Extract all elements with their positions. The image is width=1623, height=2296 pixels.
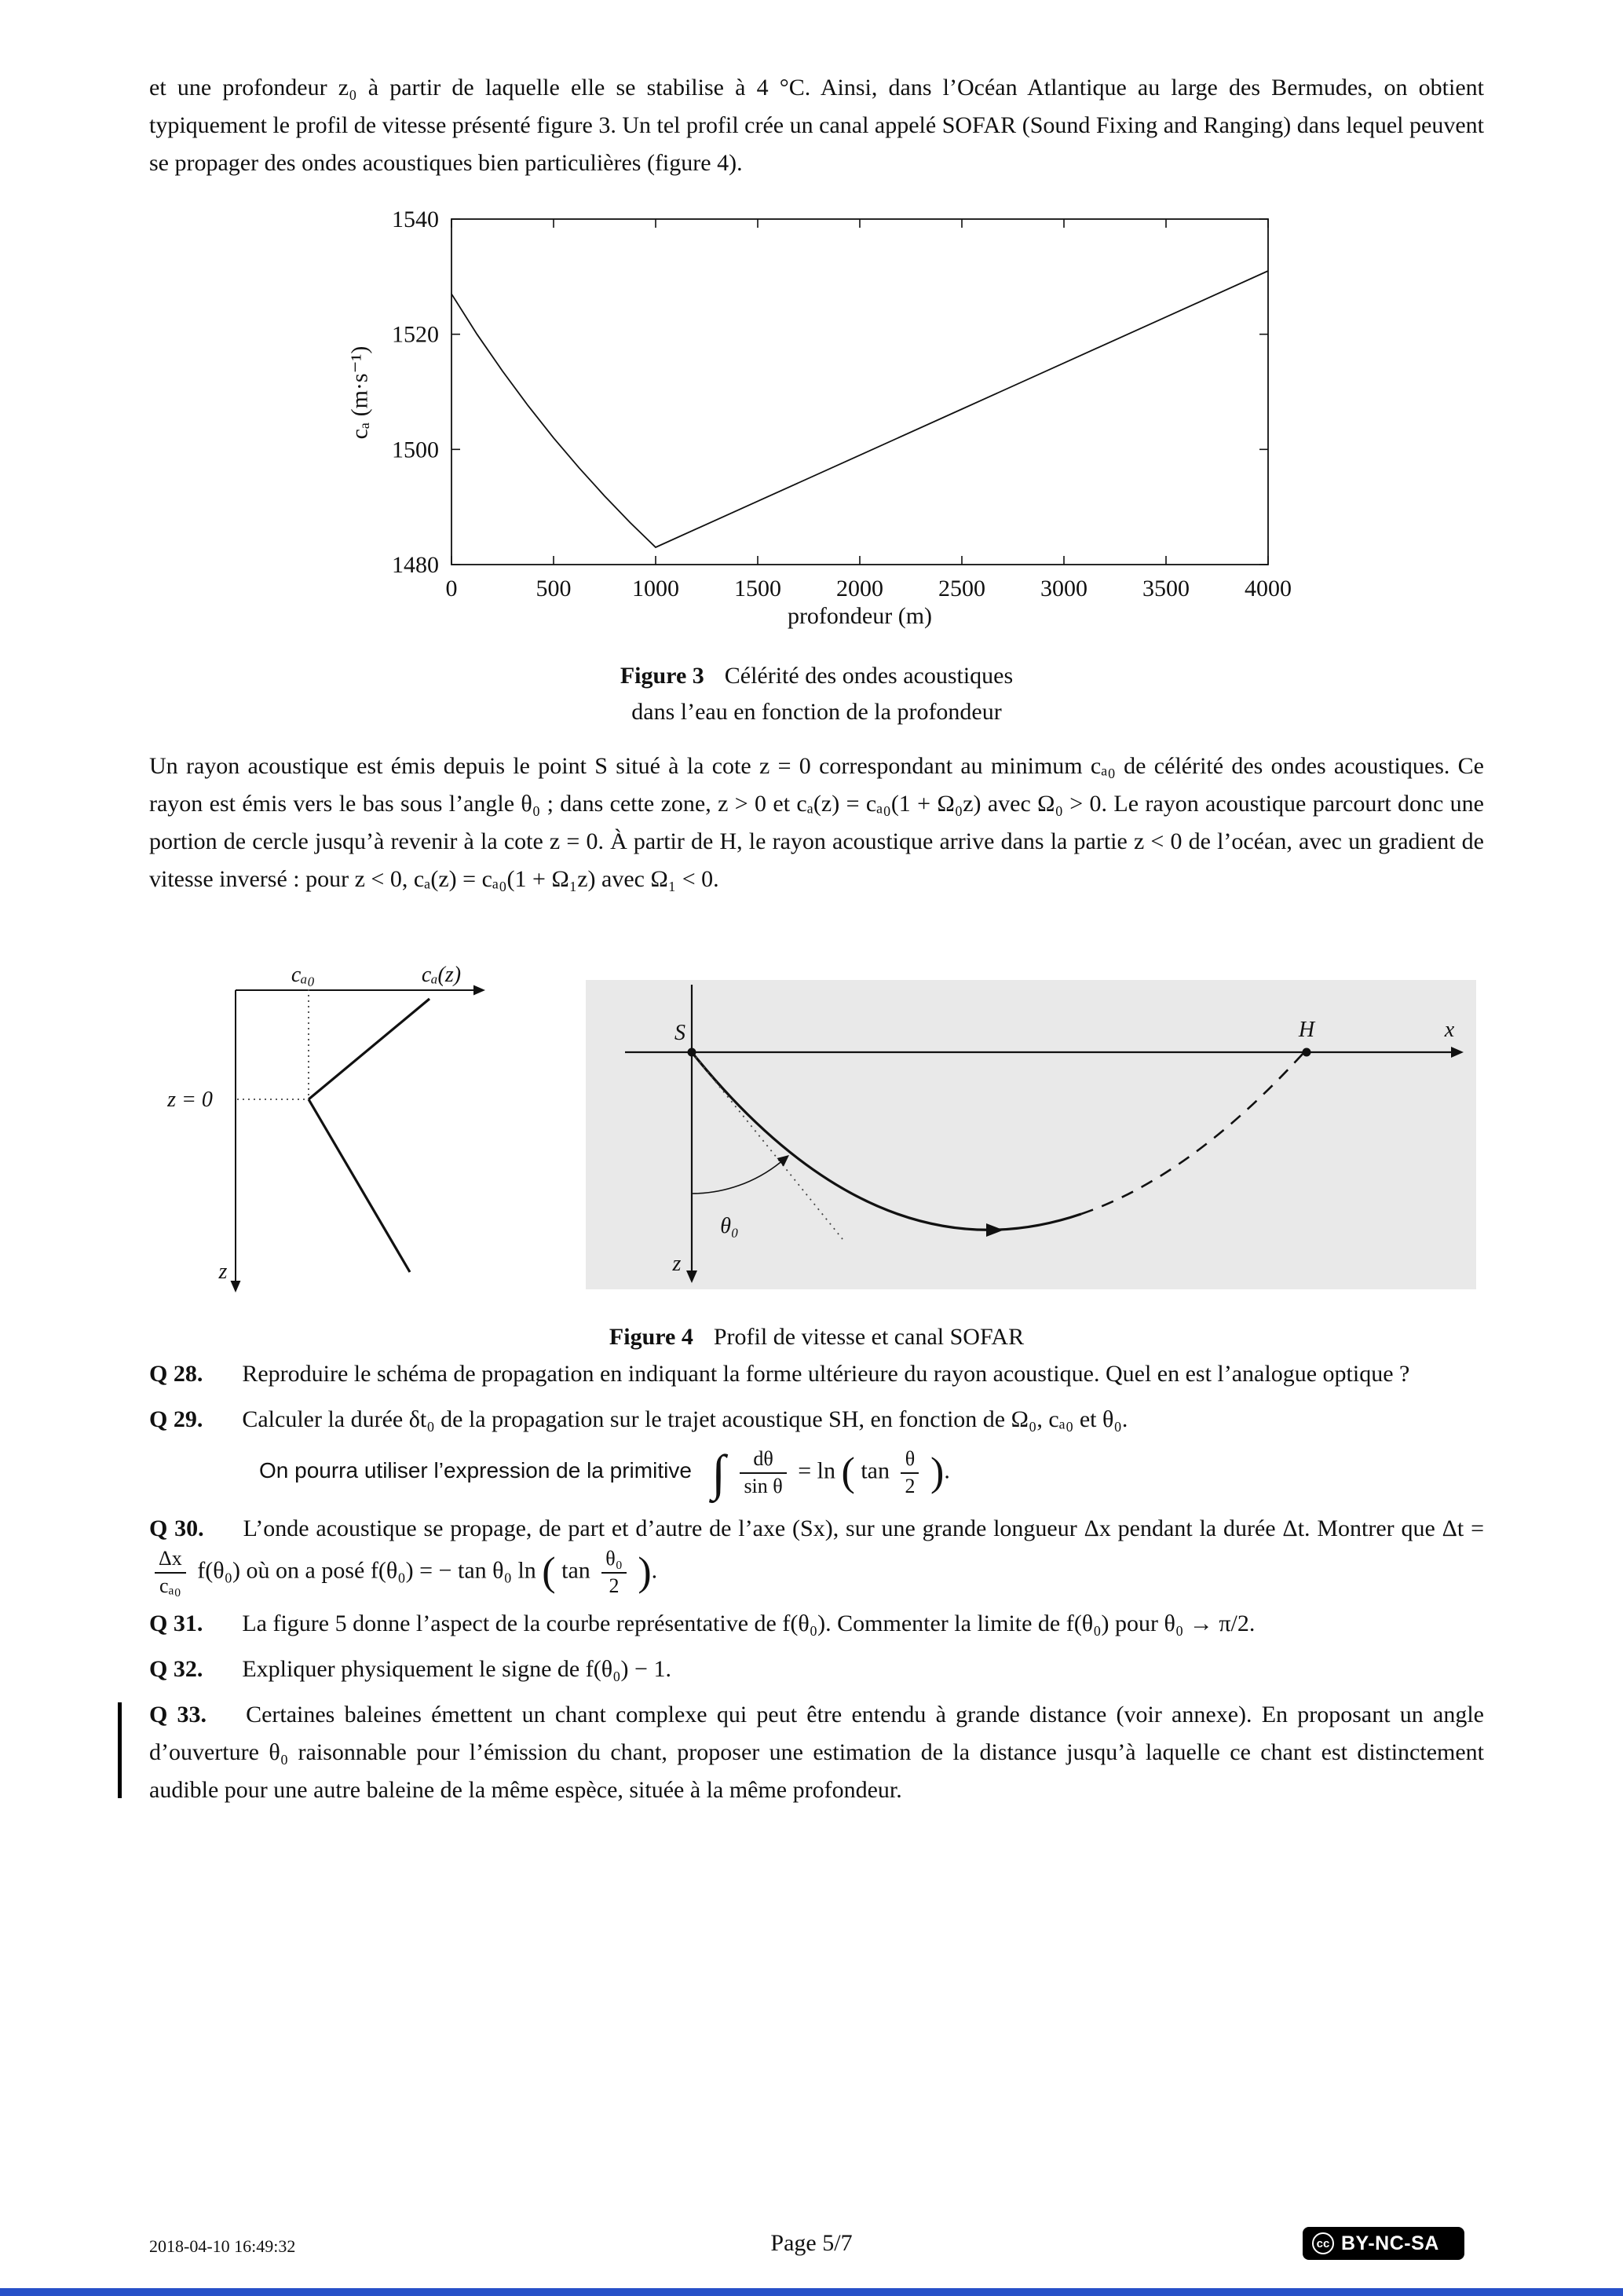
q29-hint-fraction — [740, 1448, 786, 1497]
q31-number: Q 31. — [149, 1610, 203, 1637]
y-tick-label: 1520 — [392, 321, 439, 348]
velocity-profile-diagram — [149, 964, 518, 1306]
ca0-label: cₐ₀ — [291, 964, 316, 987]
q30-fraction2 — [601, 1548, 627, 1597]
x-tick-label: 3500 — [1142, 576, 1190, 601]
footer-timestamp: 2018-04-10 16:49:32 — [149, 2236, 296, 2256]
fraction-numerator: θ₀ — [605, 1547, 623, 1570]
profile-lower-segment — [309, 1099, 410, 1272]
x-tick-label: 1000 — [632, 576, 679, 601]
z-equals-0-label: z = 0 — [167, 1088, 213, 1112]
ocean-background — [586, 980, 1476, 1289]
q32-text: Expliquer physiquement le signe de f(θ₀) − 1. — [242, 1656, 671, 1683]
profile-upper-segment — [309, 999, 430, 1099]
open-paren: ( — [542, 1549, 556, 1595]
x-tick-label: 3000 — [1040, 576, 1087, 601]
figure3-caption-label: Figure 3 — [620, 663, 704, 689]
fraction-denominator: sin θ — [740, 1472, 786, 1498]
q31-text: La figure 5 donne l’aspect de la courbe représentative de f(θ₀). Commenter la limite de f(θ₀) pour θ₀ → π/2. — [242, 1610, 1256, 1637]
close-paren: ) — [930, 1450, 945, 1495]
x-label: x — [1444, 1018, 1455, 1042]
q30-tan: tan — [561, 1557, 590, 1584]
question-q28 — [149, 1355, 1484, 1393]
x-tick-label: 1500 — [734, 576, 781, 601]
figure4-caption-text: Profil de vitesse et canal SOFAR — [713, 1324, 1025, 1350]
q29-number: Q 29. — [149, 1406, 203, 1432]
fraction-denominator: cₐ₀ — [155, 1572, 186, 1598]
fraction-numerator: dθ — [753, 1447, 773, 1470]
q30-number: Q 30. — [149, 1515, 204, 1542]
chart-y-axis-label: cₐ (m·s⁻¹) — [346, 345, 373, 440]
x-tick-label: 4000 — [1245, 576, 1292, 601]
y-tick-label: 1480 — [392, 552, 439, 578]
questions-section — [149, 1355, 1484, 1817]
page-number: Page 5/7 — [770, 2230, 853, 2256]
q30-text2: f(θ₀) où on a posé f(θ₀) = − tan θ₀ ln — [197, 1557, 536, 1584]
point-S-dot — [688, 1048, 696, 1057]
sofar-ray-diagram — [586, 980, 1476, 1289]
q29-text: Calculer la durée δt₀ de la propagation sur le trajet acoustique SH, en fonction de Ω₀, cₐ₀ et θ₀. — [242, 1406, 1128, 1432]
point-H-dot — [1303, 1048, 1311, 1057]
figure4-caption — [149, 1319, 1484, 1355]
H-label: H — [1298, 1018, 1315, 1042]
intro-paragraph: et une profondeur z₀ à partir de laquelle elle se stabilise à 4 °C. Ainsi, dans l’Océan Atlantique au large des Bermudes, on obtient typiquement le profil de vitesse présenté figure 3. Un tel profil crée un canal appelé SOFAR (Sound Fixing and Ranging) dans lequel peuvent se propager des ondes acoustiques bien particulières (figure 4). — [149, 75, 1484, 176]
question-q29 — [149, 1401, 1484, 1439]
q29-hint — [259, 1444, 1484, 1501]
figure3-caption-text: Célérité des ondes acoustiques — [724, 663, 1014, 689]
chart-curve — [451, 271, 1268, 547]
question-q31 — [149, 1605, 1484, 1643]
figure3-caption-line2: dans l’eau en fonction de la profondeur — [631, 699, 1002, 725]
S-label: S — [674, 1021, 685, 1045]
q30-fraction1 — [155, 1548, 186, 1597]
close-paren: ) — [638, 1549, 652, 1595]
q29-hint-period: . — [944, 1457, 950, 1484]
x-tick-label: 500 — [536, 576, 572, 601]
chart-x-axis-label: profondeur (m) — [787, 603, 933, 629]
q29-hint-prefix: On pourra utiliser l’expression de la primitive — [259, 1458, 692, 1483]
velocity-chart — [334, 208, 1307, 648]
question-q30 — [149, 1510, 1484, 1597]
plot-frame — [451, 219, 1268, 565]
y-tick-label: 1500 — [392, 437, 439, 463]
caz-label: cₐ(z) — [421, 964, 462, 987]
q32-number: Q 32. — [149, 1656, 203, 1683]
z-label: z — [672, 1252, 682, 1276]
figure4-caption-label: Figure 4 — [609, 1324, 693, 1350]
q30-text1: L’onde acoustique se propage, de part et d’autre de l’axe (Sx), sur une grande longueur Δx pendant la durée Δt. Montrer que Δt = — [243, 1515, 1484, 1542]
ca-axis-arrow-icon — [473, 985, 485, 996]
x-tick-label: 0 — [445, 576, 458, 601]
figure3-caption-line1 — [149, 658, 1484, 694]
question-q32 — [149, 1651, 1484, 1688]
cc-icon: cc — [1312, 2232, 1334, 2254]
fraction-numerator: Δx — [159, 1547, 182, 1570]
description-paragraph: Un rayon acoustique est émis depuis le point S situé à la cote z = 0 correspondant au minimum cₐ₀ de célérité des ondes acoustiques. Ce rayon est émis vers le bas sous l’angle θ₀ ; dans cette zone, z > 0 et cₐ(z) = cₐ₀(1 + Ω₀z) avec Ω₀ > 0. Le rayon acoustique parcourt donc une portion de cercle jusqu’à revenir à la cote z = 0. À partir de H, le rayon acoustique arrive dans la partie z < 0 de l’océan, avec un gradient de vitesse inversé : pour z < 0, cₐ(z) = cₐ₀(1 + Ω₁z) avec Ω₁ < 0. — [149, 753, 1484, 892]
license-text: BY-NC-SA — [1341, 2232, 1439, 2254]
q28-number: Q 28. — [149, 1361, 203, 1387]
theta0-label: θ₀ — [720, 1214, 739, 1238]
integral-icon: ∫ — [711, 1444, 726, 1501]
q33-text: Certaines baleines émettent un chant complexe qui peut être entendu à grande distance (voir annexe). En proposant un angle d’ouverture θ₀ raisonnable pour l’émission du chant, proposer une estimation de la distance jusqu’à laquelle ce chant est distinctement audible pour une autre baleine de la même espèce, située à la même profondeur. — [149, 1702, 1484, 1804]
q29-hint-fraction2 — [901, 1448, 919, 1497]
y-tick-label: 1540 — [392, 208, 439, 232]
bottom-rule — [0, 2288, 1623, 2296]
z-axis-arrow-icon — [231, 1281, 241, 1292]
x-tick-label: 2000 — [836, 576, 883, 601]
z-label: z — [218, 1260, 228, 1284]
license-badge — [1303, 2227, 1464, 2260]
q30-period: . — [651, 1557, 658, 1584]
velocity-chart-svg — [334, 208, 1307, 648]
q29-hint-tan: tan — [861, 1457, 890, 1484]
q28-text: Reproduire le schéma de propagation en indiquant la forme ultérieure du rayon acoustique. Quel en est l’analogue optique ? — [242, 1361, 1410, 1387]
q33-number: Q 33. — [149, 1702, 207, 1728]
open-paren: ( — [841, 1450, 855, 1495]
question-q33-marked-block — [149, 1696, 1484, 1809]
q29-hint-equals: = ln — [798, 1457, 835, 1484]
question-q33 — [149, 1696, 1484, 1809]
figure3-caption — [149, 658, 1484, 730]
fraction-numerator: θ — [905, 1447, 916, 1470]
x-tick-label: 2500 — [938, 576, 985, 601]
fraction-denominator: 2 — [601, 1572, 627, 1598]
fraction-denominator: 2 — [901, 1472, 919, 1498]
